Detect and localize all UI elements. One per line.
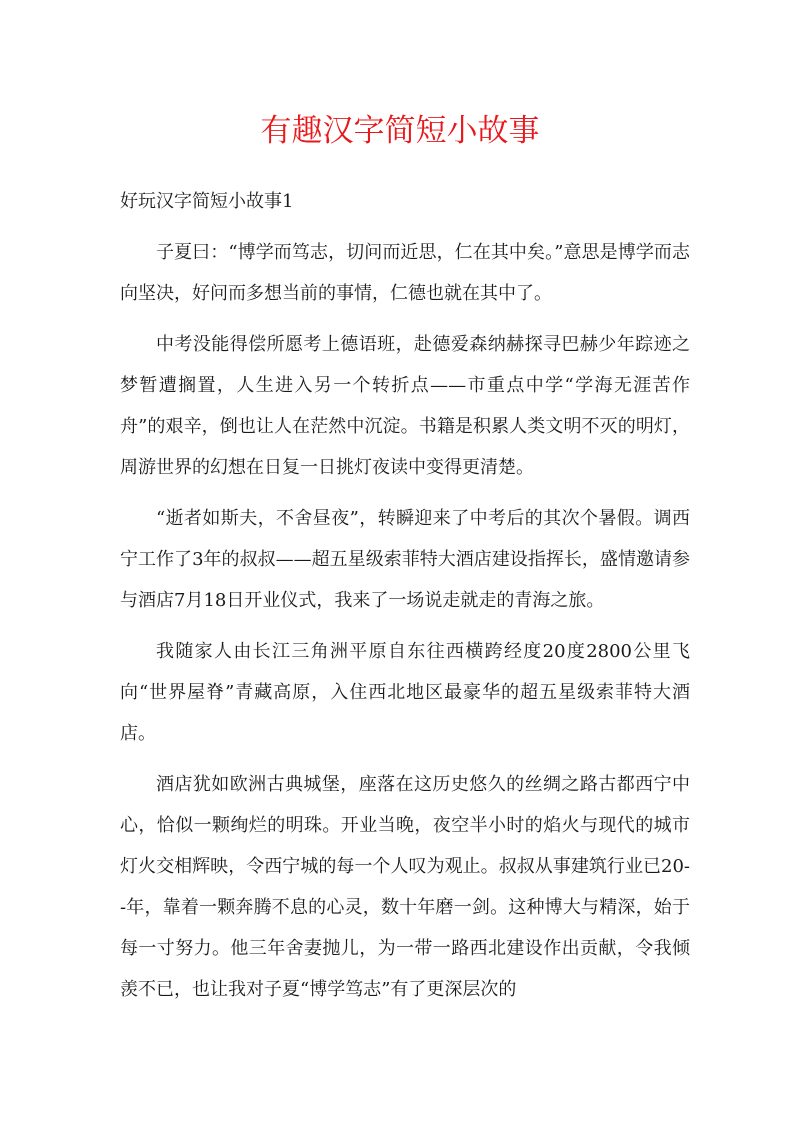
document-title: 有趣汉字简短小故事 [260, 113, 540, 149]
spacer [120, 488, 690, 498]
spacer [120, 314, 690, 324]
paragraph-1: 子夏曰：“博学而笃志，切问而近思，仁在其中矣。”意思是博学而志向坚决，好问而多想当前的事情，仁德也就在其中了。 [120, 242, 690, 304]
spacer [120, 754, 690, 764]
paragraph-3: “逝者如斯夫，不舍昼夜”，转瞬迎来了中考后的其次个暑假。调西宁工作了3年的叔叔——超五星级索菲特大酒店建设指挥长，盛情邀请参与酒店7月18日开业仪式，我来了一场说走就走的青海之旅。 [120, 508, 690, 611]
section-heading: 好玩汉字简短小故事1 [120, 191, 294, 212]
document-body [120, 181, 690, 1010]
paragraph-4: 我随家人由长江三角洲平原自东往西横跨经度20度2800公里飞向“世界屋脊”青藏高原，入住西北地区最豪华的超五星级索菲特大酒店。 [120, 641, 690, 744]
spacer [120, 621, 690, 631]
paragraph-5: 酒店犹如欧洲古典城堡，座落在这历史悠久的丝绸之路古都西宁中心，恰似一颗绚烂的明珠。开业当晚，夜空半小时的焰火与现代的城市灯火交相辉映，令西宁城的每一个人叹为观止。叔叔从事建筑行业已20--年，靠着一颗奔腾不息的心灵，数十年磨一剑。这种博大与精深，始于每一寸努力。他三年舍妻抛儿，为一带一路西北建设作出贡献，令我倾羡不已，也让我对子夏“博学笃志”有了更深层次的 [120, 774, 690, 1000]
spacer [120, 222, 690, 232]
paragraph-2: 中考没能得偿所愿考上德语班，赴德爱森纳赫探寻巴赫少年踪迹之梦暂遭搁置，人生进入另一个转折点——市重点中学“学海无涯苦作舟”的艰辛，倒也让人在茫然中沉淀。书籍是积累人类文明不灭的明灯，周游世界的幻想在日复一日挑灯夜读中变得更清楚。 [120, 334, 690, 478]
